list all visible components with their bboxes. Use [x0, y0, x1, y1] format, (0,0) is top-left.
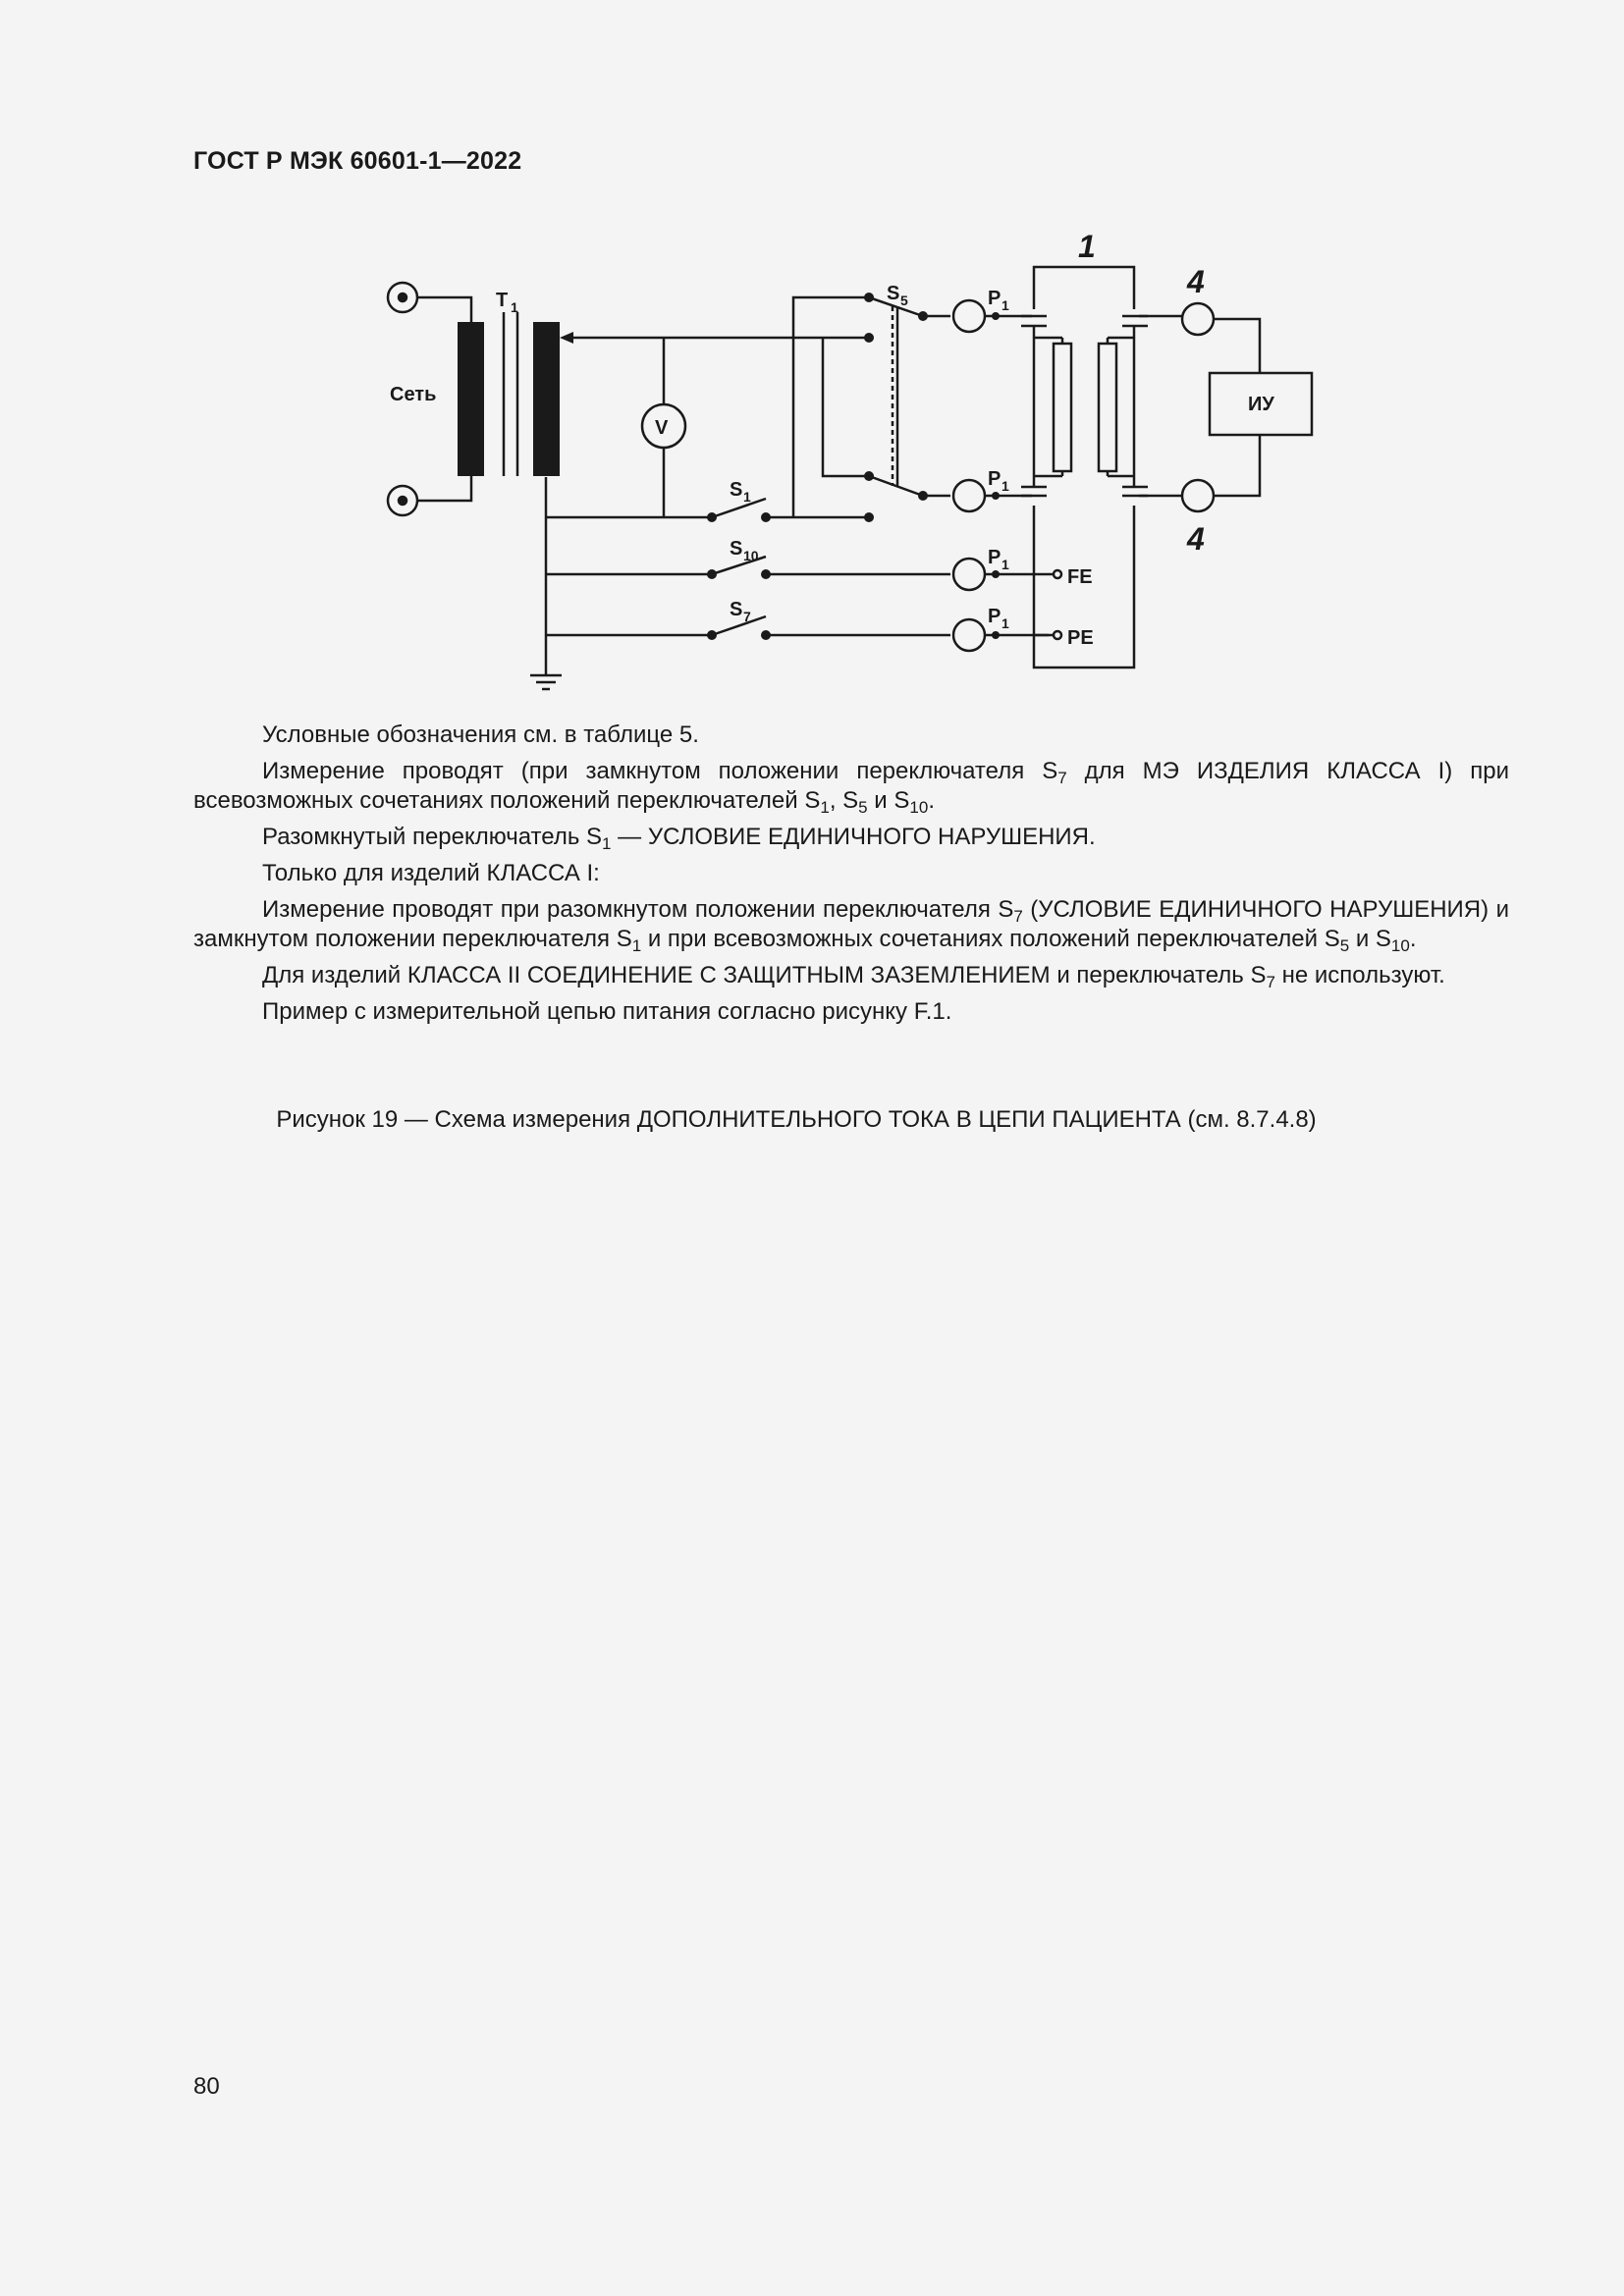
note-5: Измерение проводят при разомкнутом положении переключателя $S_7$ (УСЛОВИЕ ЕДИНИЧНОГО НАРУШЕНИЯ) и замкнутом положении переключателя $S_1$ и при всевозможных сочетаниях положений переключателей $S_5$ и $S_{10}$.	[193, 896, 1509, 955]
switch-s5-label: S	[887, 283, 900, 304]
patient-terminal-bottom	[1182, 480, 1214, 511]
switch-s1-label: S	[730, 479, 743, 501]
patient-terminal-number-bottom: 4	[1187, 521, 1205, 557]
note-1: Условные обозначения см. в таблице 5.	[262, 721, 699, 748]
circuit-diagram	[373, 224, 1274, 695]
probe-sub-d: 1	[1001, 615, 1009, 631]
mains-terminal-bottom	[388, 486, 417, 515]
circuit-diagram-svg	[373, 224, 1274, 695]
pe-label: PE	[1067, 627, 1094, 649]
probe-label-d: P	[988, 606, 1001, 627]
switch-s7-label: S	[730, 599, 743, 620]
note-6: Для изделий КЛАССА II СОЕДИНЕНИЕ С ЗАЩИТНЫМ ЗАЗЕМЛЕНИЕМ и переключатель $S_7$ не используют.	[262, 962, 1445, 991]
iu-wire-bottom	[1214, 435, 1260, 496]
page-number: 80	[193, 2073, 220, 2100]
probe-label-a: P	[988, 288, 1001, 309]
patient-terminal-top	[1182, 303, 1214, 335]
probe-p1-b	[953, 480, 985, 511]
s5-upper-feed	[793, 297, 869, 517]
switch-s7-sub: 7	[743, 609, 751, 624]
applied-part-number: 1	[1078, 229, 1096, 264]
note-4: Только для изделий КЛАССА I:	[262, 860, 600, 886]
resistor-2	[1099, 344, 1116, 471]
figure-caption: Рисунок 19 — Схема измерения ДОПОЛНИТЕЛЬНОГО ТОКА В ЦЕПИ ПАЦИЕНТА (см. 8.7.4.8)	[276, 1106, 1317, 1133]
s5-lower-feed	[823, 338, 869, 476]
probe-sub-a: 1	[1001, 297, 1009, 313]
transformer-sub: 1	[511, 299, 518, 315]
fe-label: FE	[1067, 566, 1093, 588]
probe-p1-c	[953, 559, 985, 590]
transformer-label: T	[496, 290, 509, 311]
probe-p1-d	[953, 619, 985, 651]
note-3: Разомкнутый переключатель $S_1$ — УСЛОВИЕ ЕДИНИЧНОГО НАРУШЕНИЯ.	[262, 824, 1096, 853]
resistor-1	[1054, 344, 1071, 471]
switch-s10-sub: 10	[743, 548, 759, 563]
probe-sub-b: 1	[1001, 478, 1009, 494]
mains-label: Сеть	[390, 384, 437, 405]
probe-label-b: P	[988, 468, 1001, 490]
primary-winding	[458, 322, 484, 476]
document-header: ГОСТ Р МЭК 60601-1—2022	[193, 147, 522, 175]
note-2: Измерение проводят (при замкнутом положении переключателя $S_7$ для МЭ ИЗДЕЛИЯ КЛАССА I) при всевозможных сочетаниях положений переключателей $S_1$, $S_5$ и $S_{10}$.	[193, 758, 1509, 817]
probe-p1-a	[953, 300, 985, 332]
figure-notes	[193, 721, 1509, 1034]
note-7: Пример с измерительной цепью питания согласно рисунку F.1.	[262, 998, 952, 1025]
switch-s5-sub: 5	[900, 293, 908, 308]
switch-s1-sub: 1	[743, 489, 751, 505]
mains-terminal-top	[388, 283, 417, 312]
mains-wire-top	[417, 297, 471, 324]
s1-blade	[712, 499, 766, 517]
secondary-winding	[533, 322, 560, 476]
iu-wire-top	[1214, 319, 1260, 373]
s5-blade-bottom	[869, 476, 923, 496]
probe-label-c: P	[988, 547, 1001, 568]
probe-sub-c: 1	[1001, 557, 1009, 572]
patient-terminal-number-top: 4	[1187, 264, 1205, 299]
applied-part-top	[1034, 267, 1134, 309]
device-box-label: ИУ	[1248, 394, 1274, 415]
switch-s10-label: S	[730, 538, 743, 560]
mains-wire-bottom	[417, 476, 471, 501]
voltmeter-label: V	[655, 417, 669, 439]
wiper-arrow	[560, 332, 573, 344]
